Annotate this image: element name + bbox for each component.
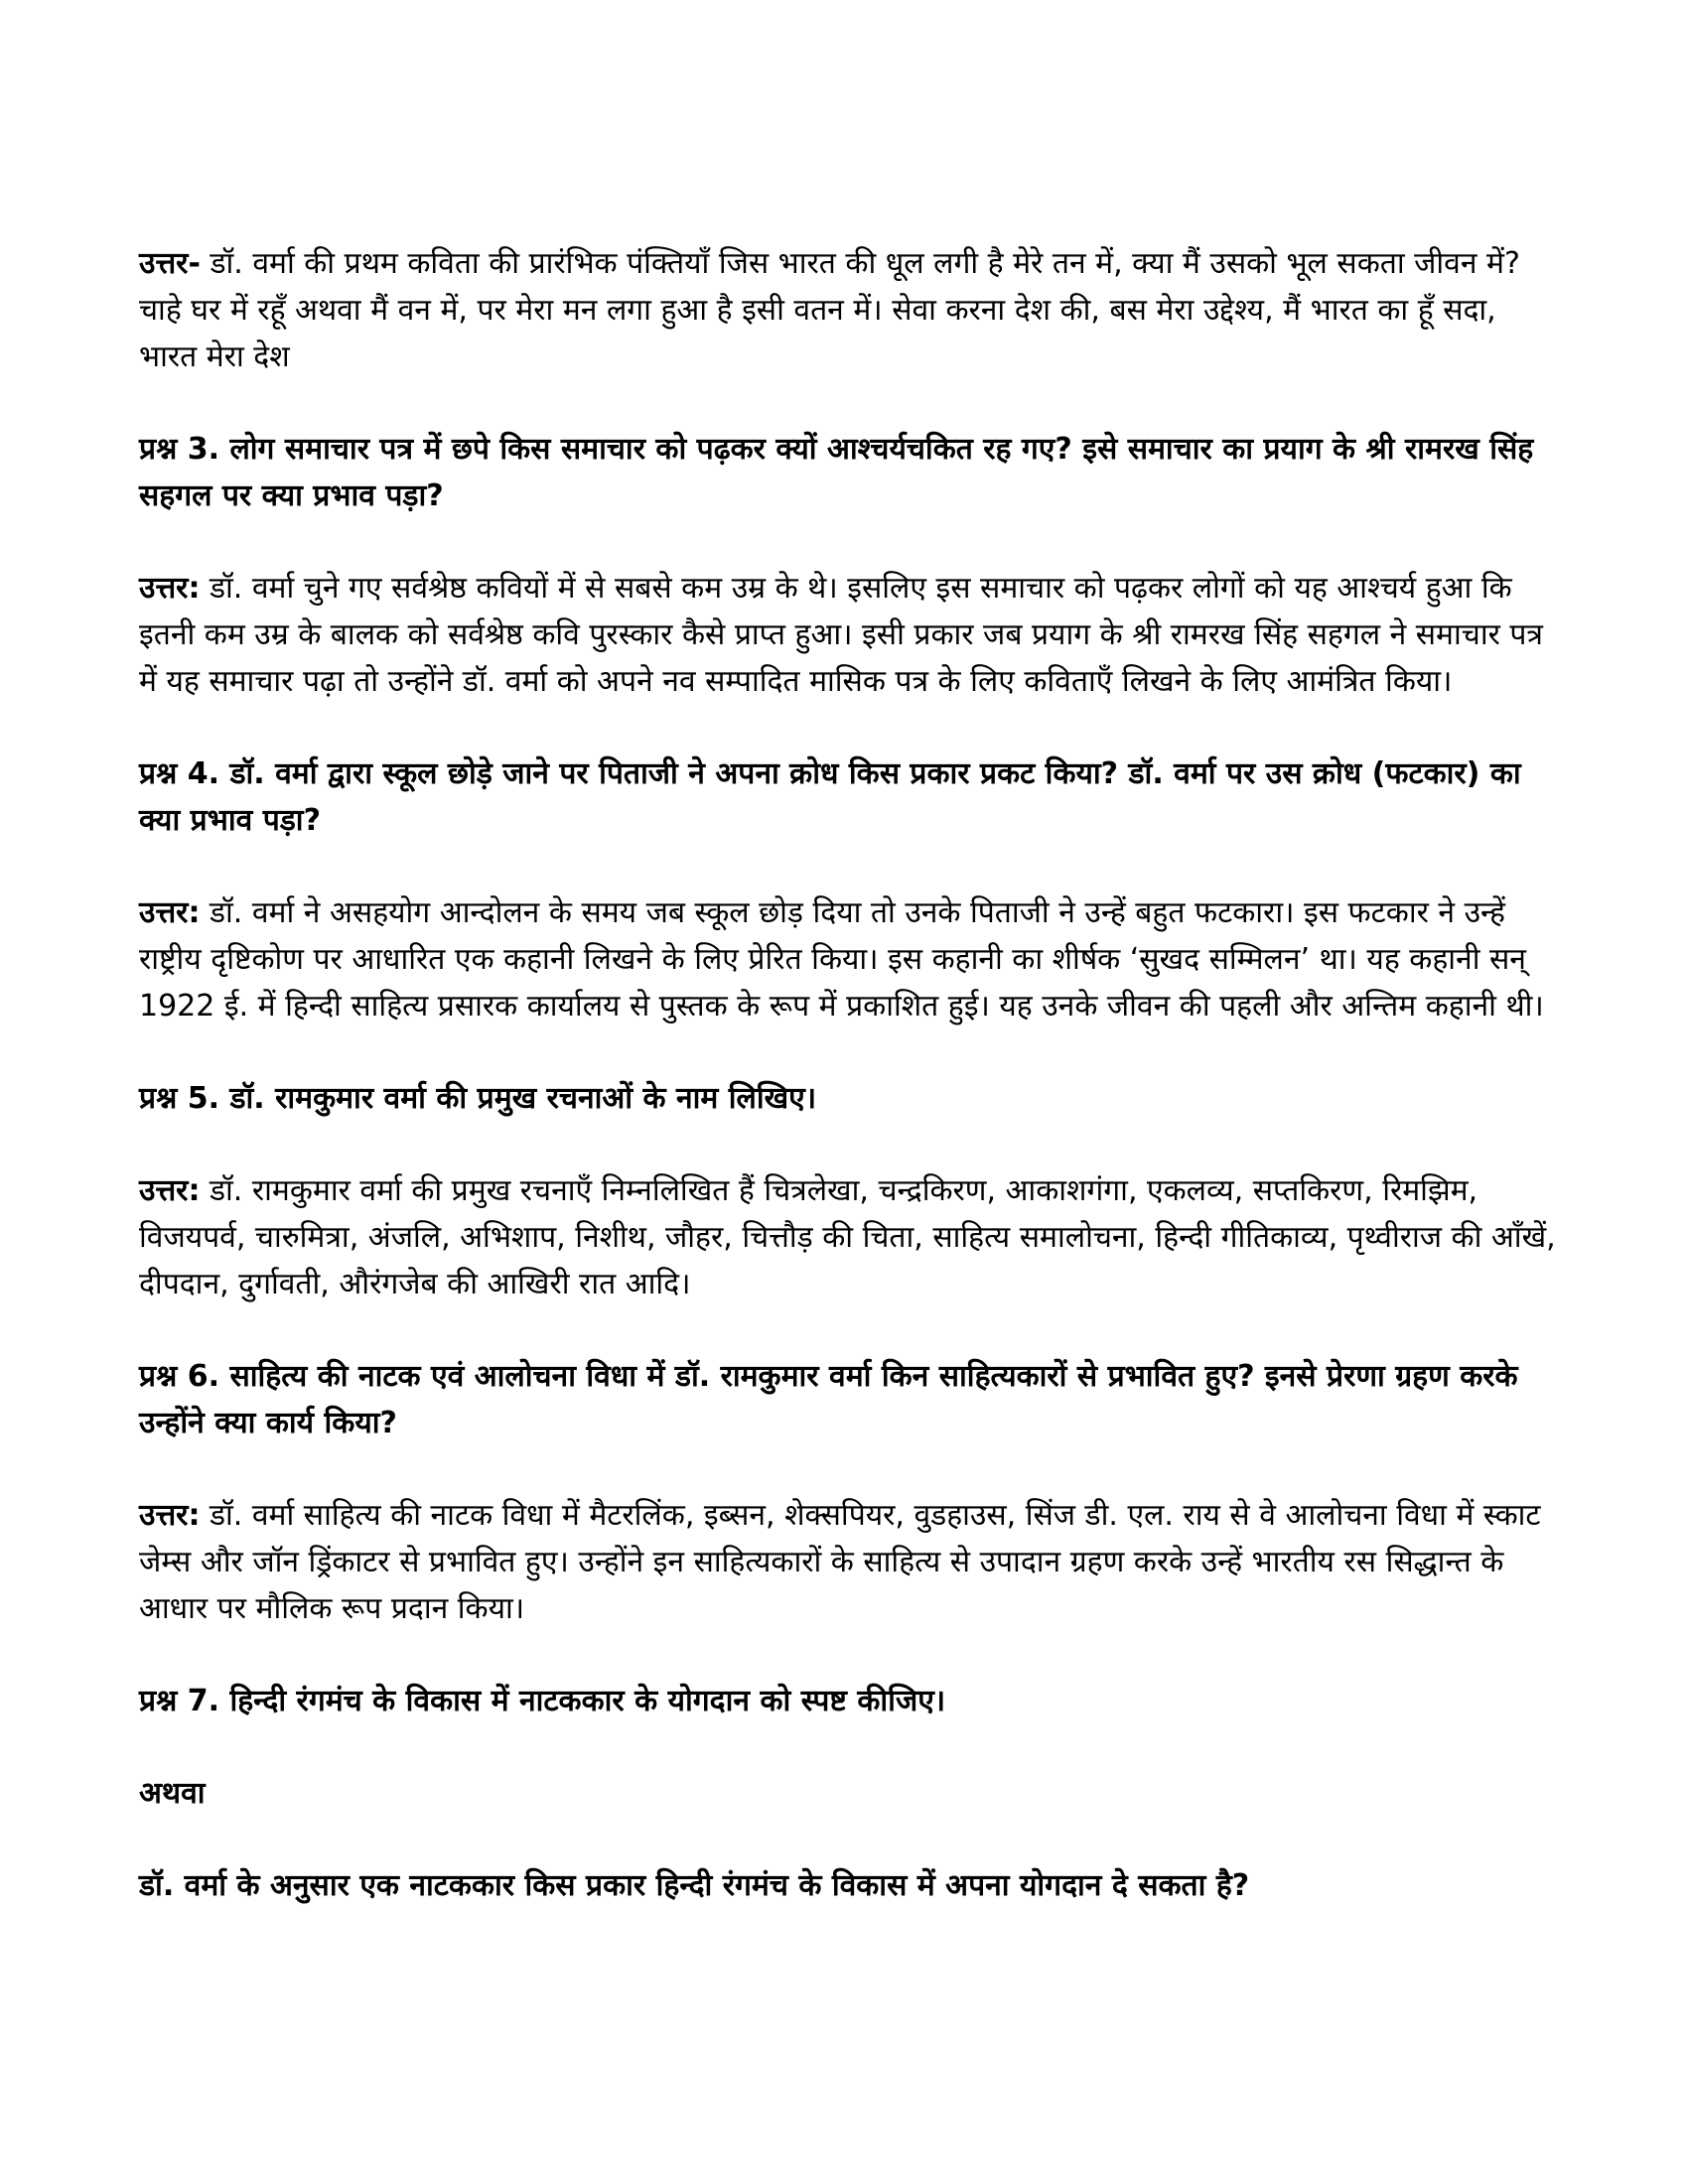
or-separator: अथवा [139,1776,206,1811]
answer-label: उत्तर: [139,1498,201,1533]
answer-label: उत्तर- [139,246,201,281]
question-heading-5: प्रश्न 5. डॉ. रामकुमार वर्मा की प्रमुख रचनाओं के नाम लिखिए। [139,1081,817,1116]
answer-label: उत्तर: [139,1173,201,1208]
question-heading-3: प्रश्न 3. लोग समाचार पत्र में छपे किस समाचार को पढ़कर क्यों आश्चर्यचकित रह गए? इसे समाचार का प्रयाग के श्री रामरख सिंह सहगल पर क्या प्रभाव पड़ा? [139,432,1534,513]
answer-paragraph-4 [139,889,1557,1029]
answer-paragraph-5 [139,1167,1557,1307]
answer-paragraph-6 [139,1492,1557,1632]
answer-paragraph-2 [139,240,1557,380]
question-heading-4: प्रश्न 4. डॉ. वर्मा द्वारा स्कूल छोड़े जाने पर पिताजी ने अपना क्रोध किस प्रकार प्रकट किया? डॉ. वर्मा पर उस क्रोध (फटकार) का क्या प्रभाव पड़ा? [139,756,1521,838]
answer-text: डॉ. वर्मा चुने गए सर्वश्रेष्ठ कवियों में से सबसे कम उम्र के थे। इसलिए इस समाचार को पढ़कर लोगों को यह आश्चर्य हुआ कि इतनी कम उम्र के बालक को सर्वश्रेष्ठ कवि पुरस्कार कैसे प्राप्त हुआ। इसी प्रकार जब प्रयाग के श्री रामरख सिंह सहगल ने समाचार पत्र में यह समाचार पढ़ा तो उन्होंने डॉ. वर्मा को अपने नव सम्पादित मासिक पत्र के लिए कविताएँ लिखने के लिए आमंत्रित किया। [139,571,1543,699]
answer-paragraph-3 [139,565,1557,705]
answer-text: डॉ. वर्मा ने असहयोग आन्दोलन के समय जब स्कूल छोड़ दिया तो उनके पिताजी ने उन्हें बहुत फटकारा। इस फटकार ने उन्हें राष्ट्रीय दृष्टिकोण पर आधारित एक कहानी लिखने के लिए प्रेरित किया। इस कहानी का शीर्षक ‘सुखद सम्मिलन’ था। यह कहानी सन् 1922 ई. में हिन्दी साहित्य प्रसारक कार्यालय से पुस्तक के रूप में प्रकाशित हुई। यह उनके जीवन की पहली और अन्तिम कहानी थी। [139,895,1544,1024]
answer-text: डॉ. वर्मा की प्रथम कविता की प्रारंभिक पंक्तियाँ जिस भारत की धूल लगी है मेरे तन में, क्या मैं उसको भूल सकता जीवन में? चाहे घर में रहूँ अथवा मैं वन में, पर मेरा मन लगा हुआ है इसी वतन में। सेवा करना देश की, बस मेरा उद्देश्य, मैं भारत का हूँ सदा, भारत मेरा देश [139,246,1520,374]
question-heading-7: प्रश्न 7. हिन्दी रंगमंच के विकास में नाटककार के योगदान को स्पष्ट कीजिए। [139,1684,946,1718]
question-heading-7-alt: डॉ. वर्मा के अनुसार एक नाटककार किस प्रकार हिन्दी रंगमंच के विकास में अपना योगदान दे सकता है? [139,1868,1250,1903]
question-heading-6: प्रश्न 6. साहित्य की नाटक एवं आलोचना विधा में डॉ. रामकुमार वर्मा किन साहित्यकारों से प्रभावित हुए? इनसे प्रेरणा ग्रहण करके उन्होंने क्या कार्य किया? [139,1359,1518,1440]
answer-text: डॉ. रामकुमार वर्मा की प्रमुख रचनाएँ निम्नलिखित हैं चित्रलेखा, चन्द्रकिरण, आकाशगंगा, एकलव्य, सप्तकिरण, रिमझिम, विजयपर्व, चारुमित्रा, अंजलि, अभिशाप, निशीथ, जौहर, चित्तौड़ की चिता, साहित्य समालोचना, हिन्दी गीतिकाव्य, पृथ्वीराज की आँखें, दीपदान, दुर्गावती, औरंगजेब की आखिरी रात आदि। [139,1173,1556,1301]
answer-label: उत्तर: [139,895,201,930]
answer-label: उत्तर: [139,571,201,606]
answer-text: डॉ. वर्मा साहित्य की नाटक विधा में मैटरलिंक, इब्सन, शेक्सपियर, वुडहाउस, सिंज डी. एल. राय से वे आलोचना विधा में स्काट जेम्स और जॉन ड्रिंकाटर से प्रभावित हुए। उन्होंने इन साहित्यकारों के साहित्य से उपादान ग्रहण करके उन्हें भारतीय रस सिद्धान्त के आधार पर मौलिक रूप प्रदान किया। [139,1498,1541,1626]
